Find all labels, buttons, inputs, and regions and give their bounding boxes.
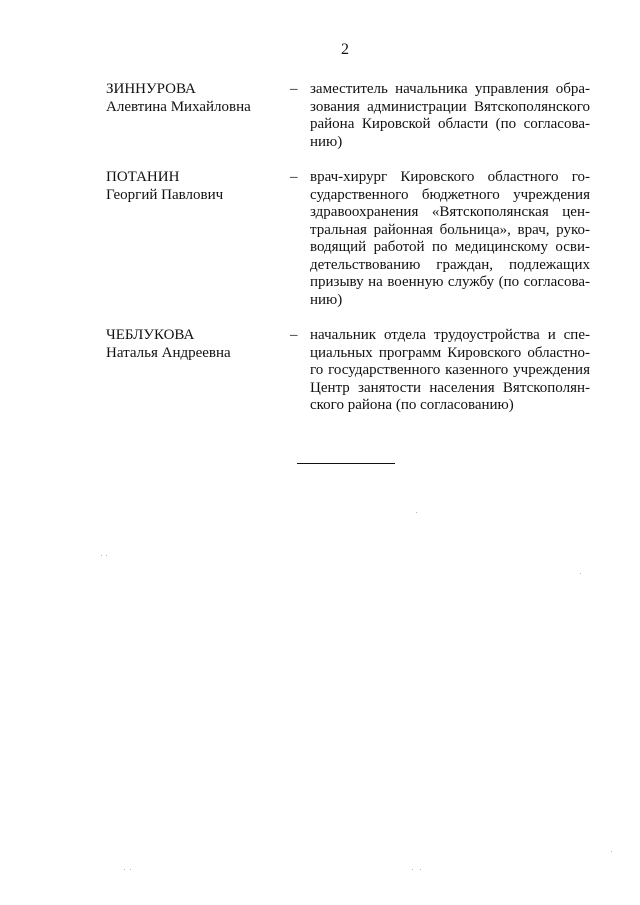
scan-speck [420, 869, 421, 870]
scan-speck [580, 573, 581, 574]
role-line: здравоохранения «Вятскополянская цен- [310, 204, 590, 220]
scan-speck [101, 555, 102, 556]
role-line: циальных программ Кировского областно- [310, 344, 590, 361]
role-line: тральная районная больница», врач, руко- [310, 221, 590, 238]
role-line: начальник отдела трудоустройства и спе- [310, 327, 590, 343]
member-given-names: Наталья Андреевна [106, 344, 231, 361]
role-line: водящий работой по медицинскому осви- [310, 239, 590, 255]
member-given-names: Георгий Павлович [106, 186, 224, 203]
member-name [106, 169, 286, 204]
scan-speck [412, 869, 413, 870]
role-line: Центр занятости населения Вятскополян- [310, 379, 590, 396]
member-name [106, 327, 286, 362]
role-description [310, 327, 590, 415]
member-surname: ПОТАНИН [106, 169, 180, 185]
committee-member-entry [106, 327, 590, 415]
member-given-names: Алевтина Михайловна [106, 98, 251, 115]
role-line: детельствованию граждан, подлежащих [310, 256, 590, 273]
end-of-list-separator [297, 463, 395, 464]
scan-speck [611, 851, 612, 852]
page-number: 2 [341, 41, 349, 58]
member-surname: ЗИННУРОВА [106, 81, 196, 97]
role-line: призыву на военную службу (по согласова- [310, 274, 590, 290]
role-line: района Кировской области (по согласова- [310, 116, 590, 132]
role-description [310, 81, 590, 151]
scan-speck [124, 869, 125, 870]
role-line: ского района (по согласованию) [310, 397, 514, 413]
role-dash: – [290, 327, 298, 343]
role-line: нию) [310, 133, 343, 150]
role-line: нию) [310, 291, 343, 308]
committee-member-entry [106, 81, 590, 151]
scan-speck [106, 555, 107, 556]
member-surname: ЧЕБЛУКОВА [106, 327, 195, 343]
role-line: врач-хирург Кировского областного го- [310, 169, 590, 185]
role-dash: – [290, 81, 298, 97]
role-line: го государственного казенного учреждения [310, 362, 590, 378]
role-line: заместитель начальника управления обра- [310, 81, 590, 97]
role-line: зования администрации Вятскополянского [310, 98, 590, 115]
member-name [106, 81, 286, 116]
scan-speck [130, 869, 131, 870]
scan-speck [416, 512, 417, 513]
role-line: сударственного бюджетного учреждения [310, 186, 590, 203]
role-dash: – [290, 169, 298, 185]
role-description [310, 169, 590, 309]
committee-member-entry [106, 169, 590, 309]
